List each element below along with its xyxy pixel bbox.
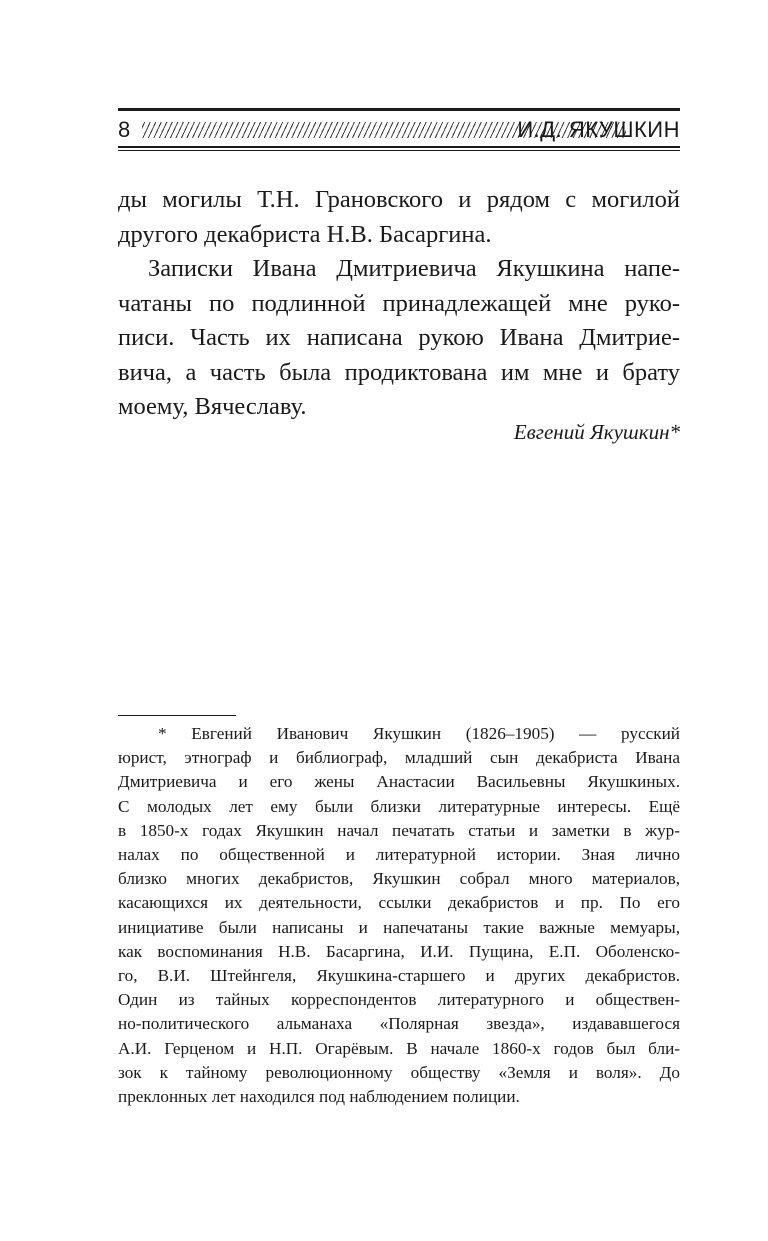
footnote-line: в 1850-х годах Якушкин начал печатать статьи и заметки в жур- — [118, 820, 680, 840]
header-rule-bottom-thin — [118, 150, 680, 151]
page-number: 8 — [118, 117, 131, 142]
footnote-line: как воспоминания Н.В. Басаргина, И.И. Пущина, Е.П. Оболенско- — [118, 941, 680, 961]
paragraph-notes — [118, 252, 680, 425]
paragraph-continuation — [118, 183, 680, 252]
text-line: писи. Часть их написана рукою Ивана Дмитрие- — [118, 324, 680, 351]
footnote-line: Один из тайных корреспондентов литературного и обществен- — [118, 990, 680, 1010]
footnote-rule — [118, 715, 236, 716]
text-line: моему, Вячеславу. — [118, 393, 307, 420]
footnote-line: юрист, этнограф и библиограф, младший сын декабриста Ивана — [118, 748, 680, 768]
text-line: другого декабриста Н.В. Басаргина. — [118, 220, 492, 248]
header-rule-bottom — [118, 146, 680, 148]
footnote-line: но-политического альманаха «Полярная звезда», издававшегося — [118, 1014, 680, 1034]
running-head-title: И.Д. ЯКУШКИН — [517, 117, 680, 142]
signature: Евгений Якушкин* — [513, 420, 680, 444]
text-line: Записки Ивана Дмитриевича Якушкина напе- — [148, 255, 680, 282]
footnote-line: инициативе были написаны и напечатаны такие важные мемуары, — [118, 917, 680, 937]
text-line: вича, а часть была продиктована им мне и брату — [118, 358, 680, 386]
footnote-line: С молодых лет ему были близки литературные интересы. Ещё — [118, 796, 680, 816]
text-line: чатаны по подлинной принадлежащей мне руко- — [118, 289, 680, 317]
footnote-line: А.И. Герценом и Н.П. Огарёвым. В начале 1860-х годов был бли- — [118, 1038, 680, 1058]
footnote-line: * Евгений Иванович Якушкин (1826–1905) — русский — [158, 724, 680, 743]
footnote-line: близко многих декабристов, Якушкин собрал много материалов, — [118, 869, 680, 889]
main-text — [118, 183, 680, 425]
footnote — [118, 722, 680, 1109]
footnote-line: зок к тайному революционному обществу «Земля и воля». До — [118, 1062, 680, 1082]
header-rule-top — [118, 108, 680, 111]
text-line: ды могилы Т.Н. Грановского и рядом с могилой — [118, 186, 680, 213]
footnote-line: Дмитриевича и его жены Анастасии Васильевны Якушкиных. — [118, 772, 680, 792]
footnote-line: налах по общественной и литературной истории. Зная лично — [118, 845, 680, 865]
footnote-line: го, В.И. Штейнгеля, Якушкина-старшего и других декабристов. — [118, 966, 680, 986]
footnote-line: касающихся их деятельности, ссылки декабристов и пр. По его — [118, 893, 680, 913]
running-header — [118, 108, 680, 150]
footnote-line: преклонных лет находился под наблюдением полиции. — [118, 1087, 520, 1107]
